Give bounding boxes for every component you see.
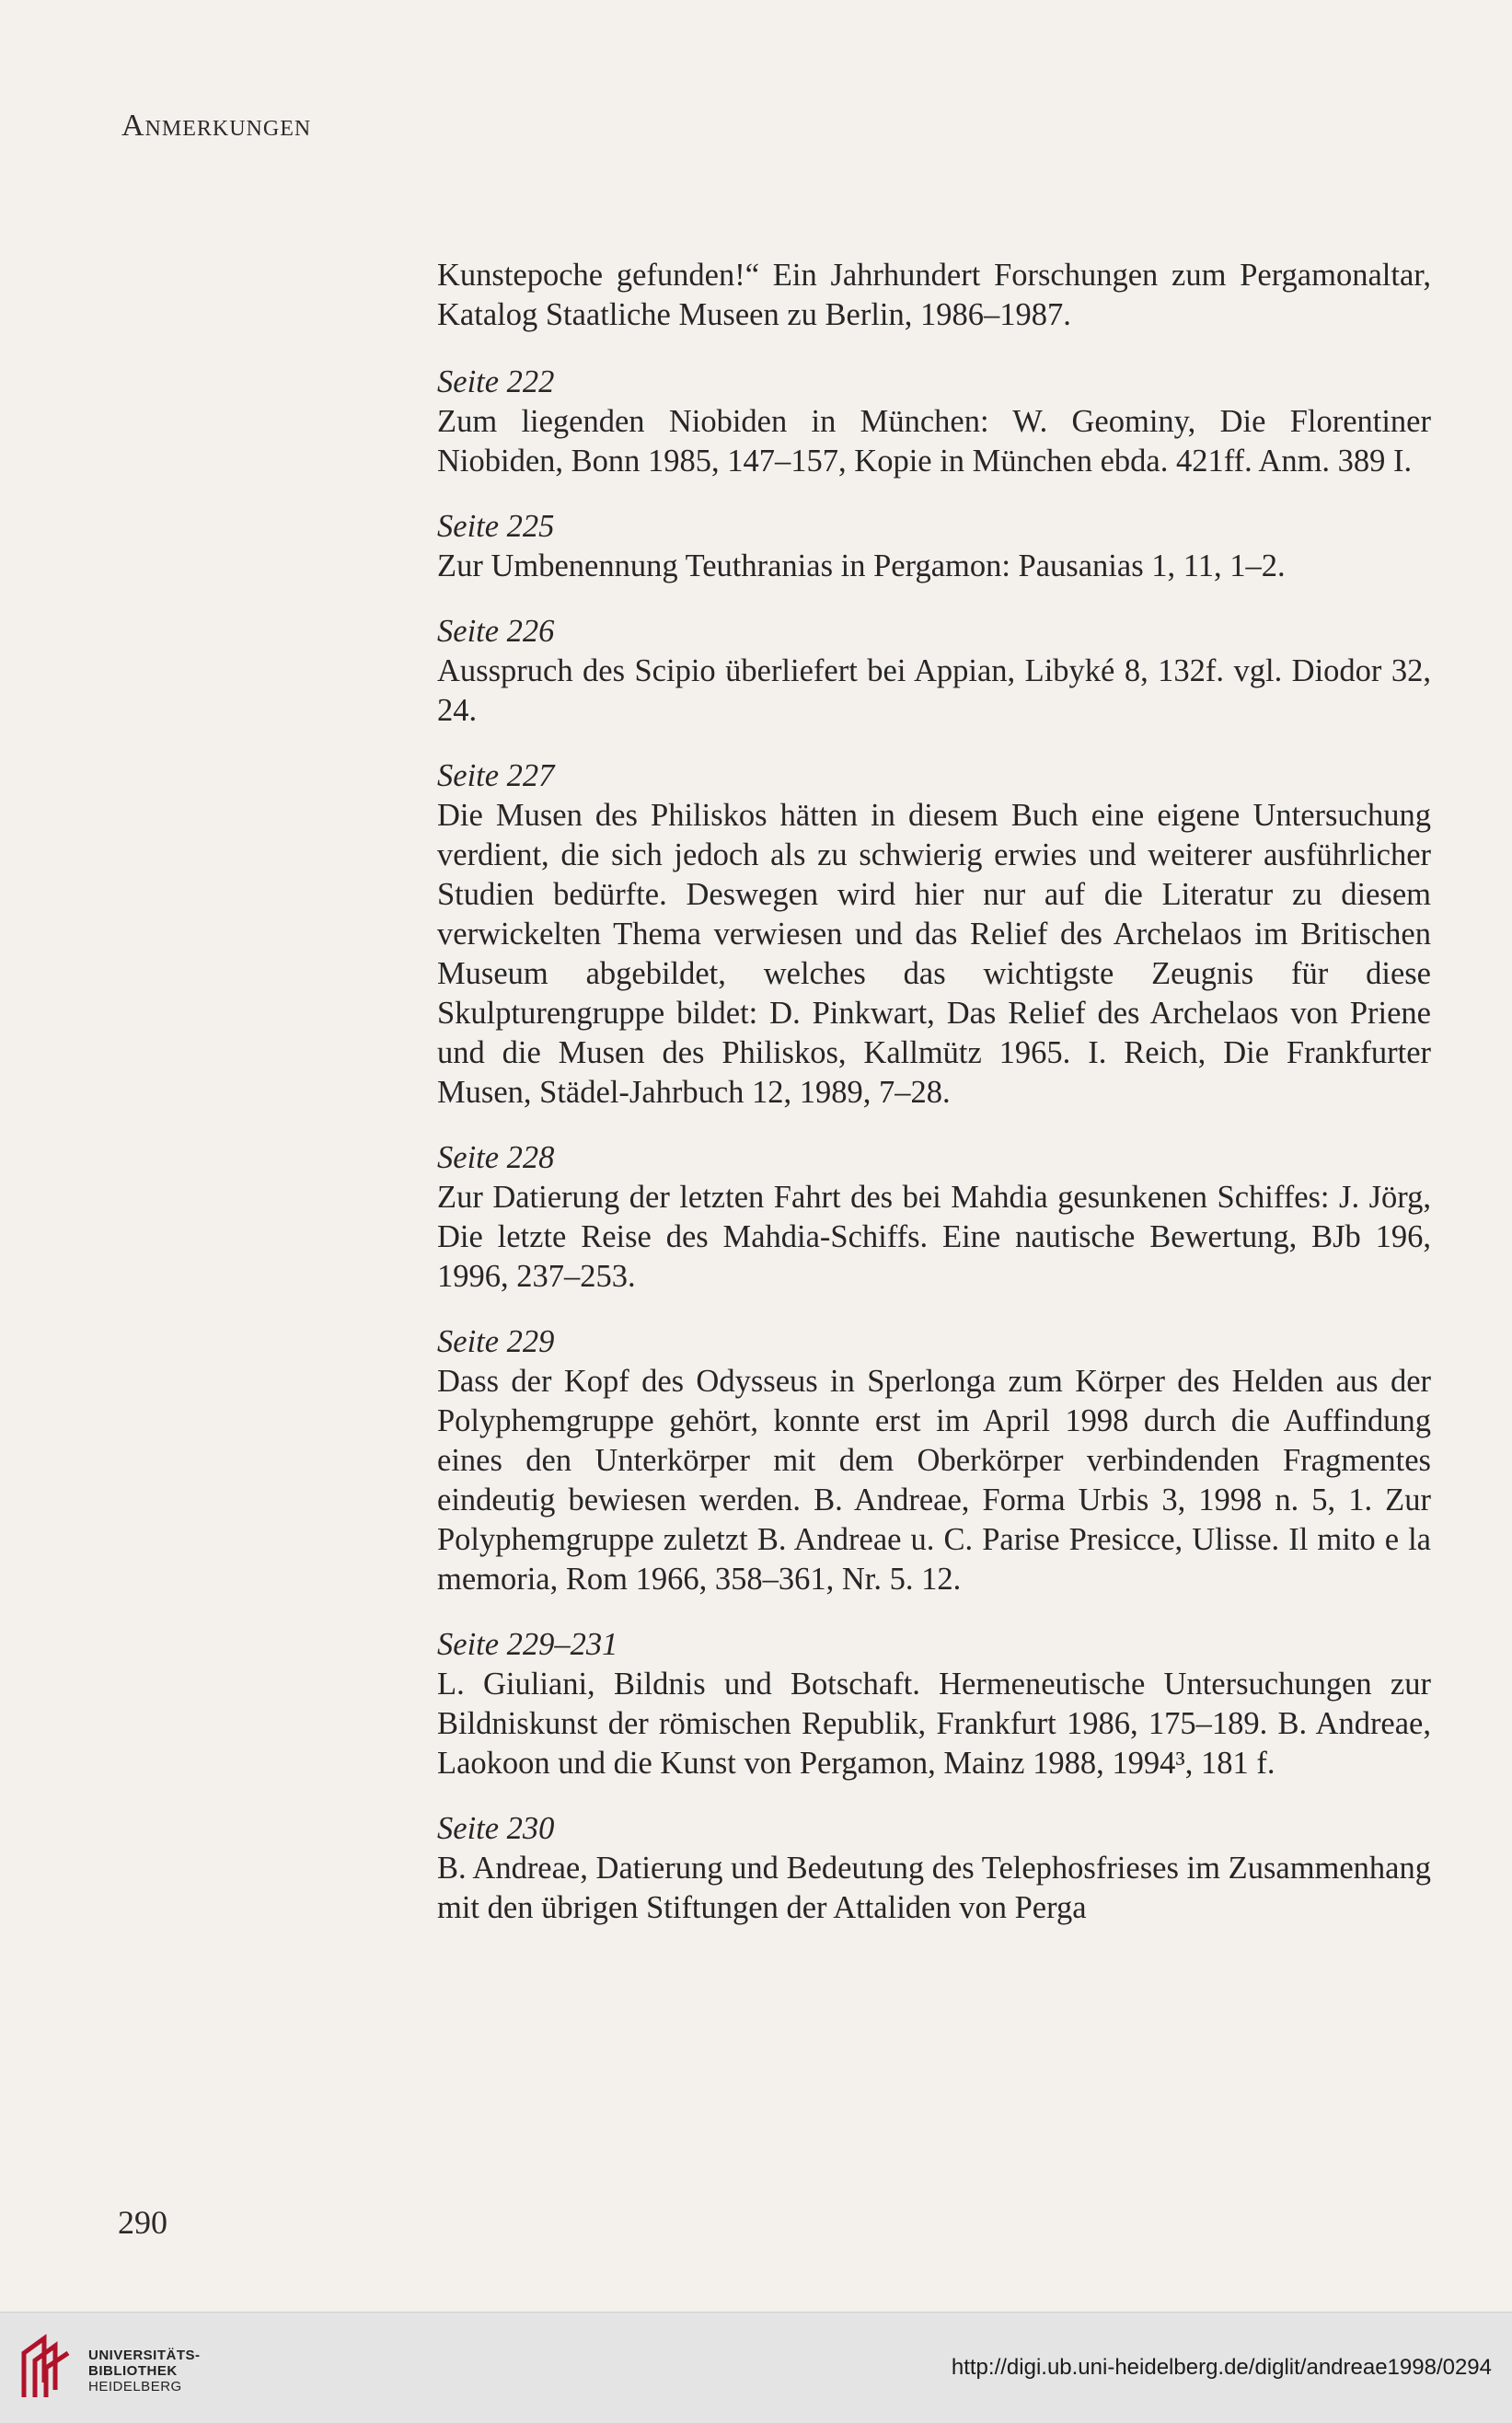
note-text: Zum liegenden Niobiden in München: W. Geominy, Die Florentiner Niobiden, Bonn 1985, 147–157, Kopie in München ebda. 421ff. Anm. 389 I. — [437, 404, 1431, 479]
note-seite-229 — [437, 1322, 1431, 1599]
note-text: Die Musen des Philiskos hätten in diesem Buch eine eigene Untersuchung verdient, die sich jedoch als zu schwierig erwies und weiterer ausführlicher Studien bedürfte. Deswegen wird hier nur auf die Literatur zu diesem verwickelten Thema verwiesen und das Relief des Archelaos im Britischen Museum abgebildet, welches das wichtigste Zeugnis für diese Skulpturengruppe bildet: D. Pinkwart, Das Relief des Archelaos von Priene und die Musen des Philiskos, Kallmütz 1965. I. Reich, Die Frankfurter Musen, Städel-Jahrbuch 12, 1989, 7–28. — [437, 798, 1431, 1110]
source-url-link[interactable]: http://digi.ub.uni-heidelberg.de/diglit/andreae1998/0294 — [951, 2355, 1492, 2380]
note-text: Ausspruch des Scipio überliefert bei Appian, Libyké 8, 132f. vgl. Diodor 32, 24. — [437, 653, 1431, 728]
note-text: Zur Umbenennung Teuthranias in Pergamon: Pausanias 1, 11, 1–2. — [437, 548, 1286, 583]
note-text: B. Andreae, Datierung und Bedeutung des Telephosfrieses im Zusammenhang mit den übrigen Stiftungen der Attaliden von Perga — [437, 1851, 1431, 1925]
note-heading: Seite 229–231 — [437, 1627, 618, 1662]
note-heading: Seite 225 — [437, 509, 555, 544]
library-name-line-3: HEIDELBERG — [88, 2379, 182, 2394]
note-heading: Seite 230 — [437, 1811, 555, 1846]
library-name-line-1: UNIVERSITÄTS- — [88, 2348, 201, 2363]
note-heading: Seite 222 — [437, 364, 555, 399]
note-seite-226 — [437, 612, 1431, 731]
note-seite-225 — [437, 507, 1431, 586]
note-seite-228 — [437, 1138, 1431, 1297]
intro-paragraph: Kunstepoche gefunden!“ Ein Jahrhundert Forschungen zum Pergamonaltar, Katalog Staatliche Museen zu Berlin, 1986–1987. — [437, 258, 1431, 332]
note-seite-222 — [437, 363, 1431, 481]
note-text: Dass der Kopf des Odysseus in Sperlonga zum Körper des Helden aus der Polyphemgruppe gehört, konnte erst im April 1998 durch die Auffindung eines den Unterkörper mit dem Oberkörper verbindenden Fragmentes eindeutig bewiesen werden. B. Andreae, Forma Urbis 3, 1998 n. 5, 1. Zur Polyphemgruppe zuletzt B. Andreae u. C. Parise Presicce, Ulisse. Il mito e la memoria, Rom 1966, 358–361, Nr. 5. 12. — [437, 1364, 1431, 1597]
library-name-line-2: BIBLIOTHEK — [88, 2363, 178, 2379]
digitization-footer — [0, 2312, 1512, 2423]
notes-content — [437, 256, 1431, 1954]
note-heading: Seite 228 — [437, 1140, 555, 1175]
note-text: L. Giuliani, Bildnis und Botschaft. Hermeneutische Untersuchungen zur Bildniskunst der römischen Republik, Frankfurt 1986, 175–189. B. Andreae, Laokoon und die Kunst von Pergamon, Mainz 1988, 1994³, 181 f. — [437, 1667, 1431, 1781]
note-seite-227 — [437, 756, 1431, 1113]
note-heading: Seite 227 — [437, 758, 555, 793]
intro-block — [437, 256, 1431, 335]
library-logo-icon — [17, 2333, 75, 2403]
note-seite-230 — [437, 1809, 1431, 1928]
note-text: Zur Datierung der letzten Fahrt des bei Mahdia gesunkenen Schiffes: J. Jörg, Die letzte Reise des Mahdia-Schiffs. Eine nautische Bewertung, BJb 196, 1996, 237–253. — [437, 1180, 1431, 1294]
note-heading: Seite 229 — [437, 1324, 555, 1359]
library-name — [88, 2348, 201, 2394]
page-number: 290 — [118, 2204, 167, 2241]
note-seite-229-231 — [437, 1625, 1431, 1783]
note-heading: Seite 226 — [437, 614, 555, 649]
running-head: Anmerkungen — [121, 109, 312, 143]
